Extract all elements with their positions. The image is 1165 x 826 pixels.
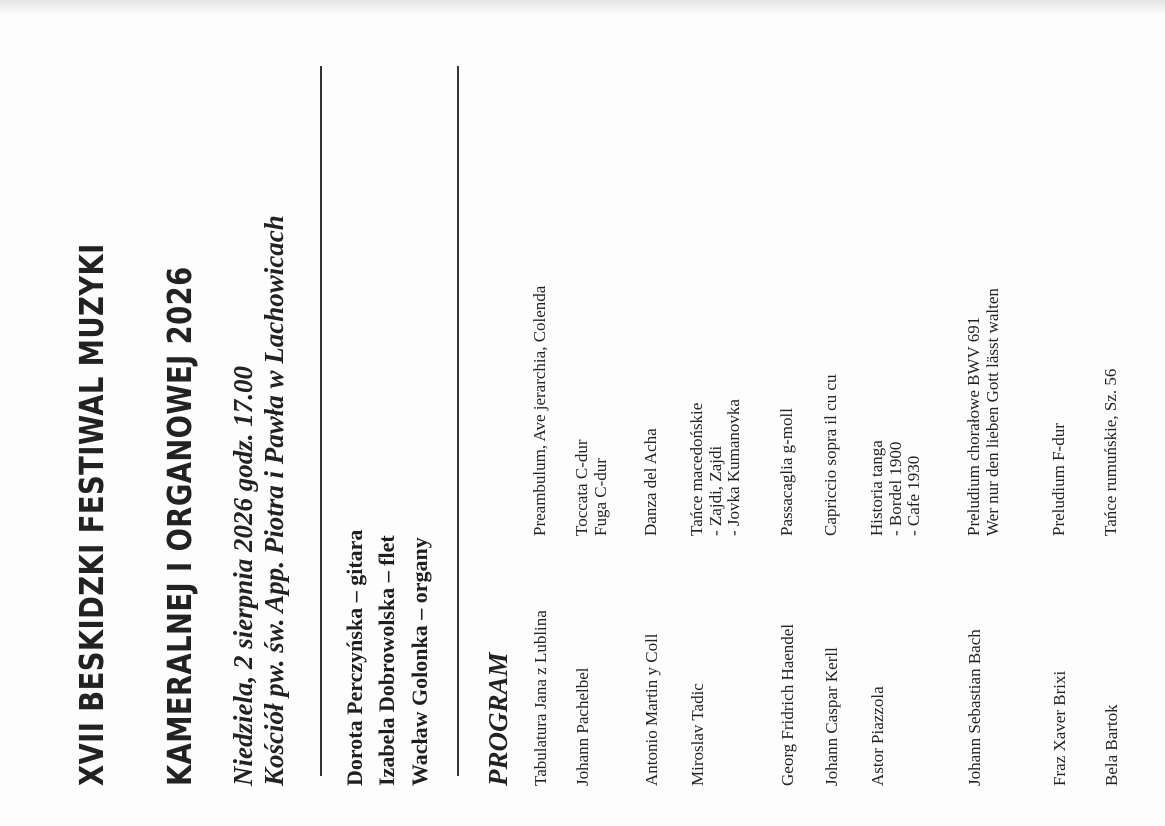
program-works <box>1050 423 1069 536</box>
divider-rule-bottom <box>457 66 459 776</box>
program-work-line: Tańce rumuńskie, Sz. 56 <box>1101 368 1120 536</box>
program-work-line: Toccata C-dur <box>572 439 591 536</box>
program-composer: Johann Sebastian Bach <box>965 629 984 786</box>
program-work-line: - Cafe 1930 <box>904 455 923 536</box>
program-works <box>965 288 1002 536</box>
performer-1: Dorota Perczyńska – gitara <box>342 529 367 786</box>
program-works <box>642 428 661 536</box>
performer-2: Izabela Dobrowolska – flet <box>374 535 399 786</box>
program-work-line: - Bordel 1900 <box>885 441 905 536</box>
program-work-line: - Jovka Kumanovka <box>724 399 743 536</box>
program-work-line: Fuga C-dur <box>590 458 610 536</box>
program-composer: Astor Piazzola <box>868 686 887 786</box>
program-work-line: Preludium F-dur <box>1049 423 1068 536</box>
program-work-line: Preludium chorałowe BWV 691 <box>964 316 983 536</box>
program-works <box>778 408 797 536</box>
program-work-line: - Zajdi, Zajdi <box>705 445 725 536</box>
event-date: Niedziela, 2 sierpnia 2026 godz. 17.00 <box>228 365 258 786</box>
program-heading: PROGRAM <box>483 652 513 786</box>
program-works <box>573 439 610 536</box>
program-composer: Antonio Martin y Coll <box>642 633 661 786</box>
performer-3: Wacław Golonka – organy <box>407 537 432 786</box>
program-work-line: Capriccio sopra il cu cu <box>821 374 840 536</box>
program-work-line: Wer nur den lieben Gott lässt walten <box>982 288 1002 536</box>
event-venue: Kościół pw. św. App. Piotra i Pawła w Lachowicach <box>259 215 289 786</box>
program-work-line: Passacaglia g-moll <box>777 408 796 536</box>
festival-title-line2: KAMERALNEJ I ORGANOWEJ 2026 <box>160 266 199 786</box>
divider-rule-top <box>320 66 322 776</box>
program-works <box>688 399 744 536</box>
program-composer: Miroslav Tadic <box>688 683 707 786</box>
program-work-line: Historia tanga <box>867 440 886 536</box>
program-works <box>822 375 841 536</box>
program-work-line: Danza del Acha <box>641 428 660 536</box>
program-composer: Johann Pachelbel <box>573 667 592 786</box>
program-works <box>868 440 924 536</box>
program-works <box>1102 369 1121 536</box>
festival-title-line1: XVII BESKIDZKI FESTIWAL MUZYKI <box>72 243 111 786</box>
program-work-line: Preambulum, Ave jerarchia, Colenda <box>530 285 549 536</box>
program-work-line: Tańce macedońskie <box>687 402 706 536</box>
program-composer: Fraz Xaver Brixi <box>1050 670 1069 786</box>
program-composer: Tabulatura Jana z Lublina <box>531 610 550 786</box>
program-works <box>531 286 550 536</box>
program-composer: Bela Bartok <box>1102 704 1121 786</box>
program-composer: Georg Fridrich Haendel <box>778 623 797 786</box>
program-composer: Johann Caspar Kerll <box>822 647 841 786</box>
